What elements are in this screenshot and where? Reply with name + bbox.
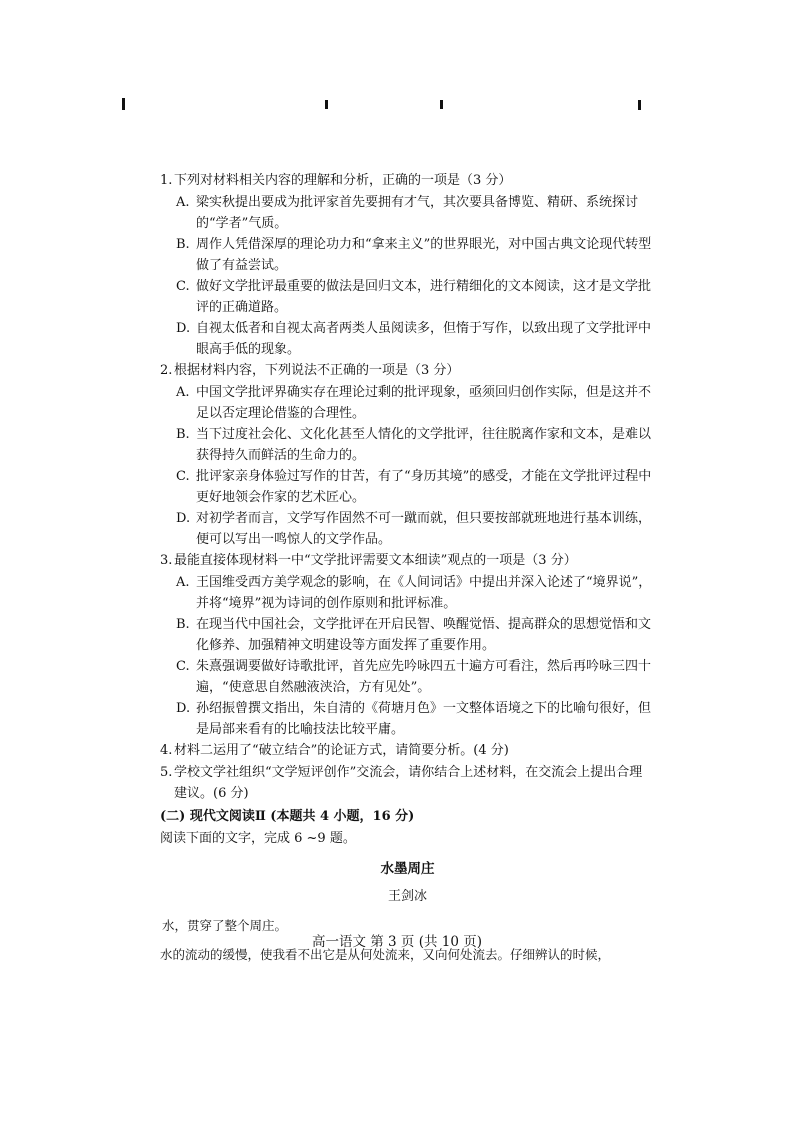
option-text: 当下过度社会化、文化化甚至人情化的文学批评，往往脱离作家和文本，是难以获得持久而鲜活的生命力的。 xyxy=(196,427,652,463)
option-label: B. xyxy=(176,237,190,252)
option-text: 周作人凭借深厚的理论功力和“拿来主义”的世界眼光，对中国古典文论现代转型做了有益尝试。 xyxy=(196,237,652,273)
answer-option xyxy=(176,276,655,318)
question-stem xyxy=(160,550,655,571)
article-title: 水墨周庄 xyxy=(380,861,435,877)
exam-content xyxy=(160,170,655,965)
article-paragraph: 水，贯穿了整个周庄。 xyxy=(162,918,288,933)
question-text: 学校文学社组织“文学短评创作”交流会，请你结合上述材料，在交流会上提出合理建议。(6 分) xyxy=(174,765,643,801)
answer-option xyxy=(176,234,655,276)
question-stem xyxy=(160,762,655,804)
question-number: 1. xyxy=(160,173,173,188)
scan-mark xyxy=(325,100,328,109)
answer-option xyxy=(176,698,655,740)
question-list xyxy=(160,170,655,804)
answer-option xyxy=(176,318,655,360)
question-stem xyxy=(160,360,655,381)
option-text: 在现当代中国社会，文学批评在开启民智、唤醒觉悟、提高群众的思想觉悟和文化修养、加强精神文明建设等方面发挥了重要作用。 xyxy=(196,617,652,653)
option-text: 做好文学批评最重要的做法是回归文本，进行精细化的文本阅读，这才是文学批评的正确道路。 xyxy=(196,279,652,315)
scan-mark xyxy=(638,100,641,110)
article-paragraph: 水的流动的缓慢，使我看不出它是从何处流来，又向何处流去。仔细辨认的时候， xyxy=(160,947,611,962)
article-author: 王剑冰 xyxy=(387,889,427,904)
option-label: C. xyxy=(176,469,190,484)
option-label: A. xyxy=(176,195,190,210)
section-instructions: 阅读下面的文字，完成 6 ~9 题。 xyxy=(160,831,356,846)
option-label: D. xyxy=(176,701,191,716)
answer-option xyxy=(176,572,655,614)
question-text: 下列对材料相关内容的理解和分析，正确的一项是（3 分） xyxy=(174,173,512,188)
question-number: 3. xyxy=(160,553,173,568)
option-label: D. xyxy=(176,511,191,526)
question-stem xyxy=(160,170,655,191)
option-text: 梁实秋提出要成为批评家首先要拥有才气，其次要具备博览、精研、系统探讨的“学者”气质。 xyxy=(196,195,639,231)
option-text: 中国文学批评界确实存在理论过剩的批评现象，亟须回归创作实际，但是这并不足以否定理论借鉴的合理性。 xyxy=(196,385,652,421)
answer-option xyxy=(176,656,655,698)
option-text: 王国维受西方美学观念的影响，在《人间词话》中提出并深入论述了“境界说”，并将“境界”视为诗词的创作原则和批评标准。 xyxy=(196,575,652,611)
section-heading: (二) 现代文阅读Ⅱ (本题共 4 小题，16 分) xyxy=(160,809,415,824)
answer-option xyxy=(176,466,655,508)
question-number: 4. xyxy=(160,743,173,758)
option-text: 自视太低者和自视太高者两类人虽阅读多，但惰于写作，以致出现了文学批评中眼高手低的现象。 xyxy=(196,321,652,357)
option-text: 朱熹强调要做好诗歌批评，首先应先吟咏四五十遍方可看注，然后再吟咏三四十遍，“使意思自然融液浃洽，方有见处”。 xyxy=(196,659,652,695)
option-text: 孙绍振曾撰文指出，朱自清的《荷塘月色》一文整体语境之下的比喻句很好，但是局部来看有的比喻技法比较平庸。 xyxy=(196,701,652,737)
question-text: 最能直接体现材料一中“文学批评需要文本细读”观点的一项是（3 分） xyxy=(174,553,577,568)
answer-option xyxy=(176,424,655,466)
option-text: 对初学者而言，文学写作固然不可一蹴而就，但只要按部就班地进行基本训练，便可以写出一鸣惊人的文学作品。 xyxy=(196,511,652,547)
option-label: A. xyxy=(176,385,190,400)
option-text: 批评家亲身体验过写作的甘苦，有了“身历其境”的感受，才能在文学批评过程中更好地领会作家的艺术匠心。 xyxy=(196,469,652,505)
question-number: 5. xyxy=(160,765,173,780)
answer-option xyxy=(176,614,655,656)
answer-option xyxy=(176,508,655,550)
question-stem xyxy=(160,740,655,761)
option-label: D. xyxy=(176,321,191,336)
option-label: B. xyxy=(176,427,190,442)
answer-option xyxy=(176,382,655,424)
answer-option xyxy=(176,192,655,234)
option-label: B. xyxy=(176,617,190,632)
scan-mark xyxy=(440,100,443,109)
option-label: C. xyxy=(176,659,190,674)
question-text: 根据材料内容，下列说法不正确的一项是（3 分） xyxy=(174,363,460,378)
question-number: 2. xyxy=(160,363,173,378)
scan-mark xyxy=(122,98,125,110)
question-text: 材料二运用了“破立结合”的论证方式，请简要分析。(4 分) xyxy=(174,743,509,758)
option-label: C. xyxy=(176,279,190,294)
page-footer: 高一语文 第 3 页 (共 10 页) xyxy=(311,934,483,950)
option-label: A. xyxy=(176,575,190,590)
